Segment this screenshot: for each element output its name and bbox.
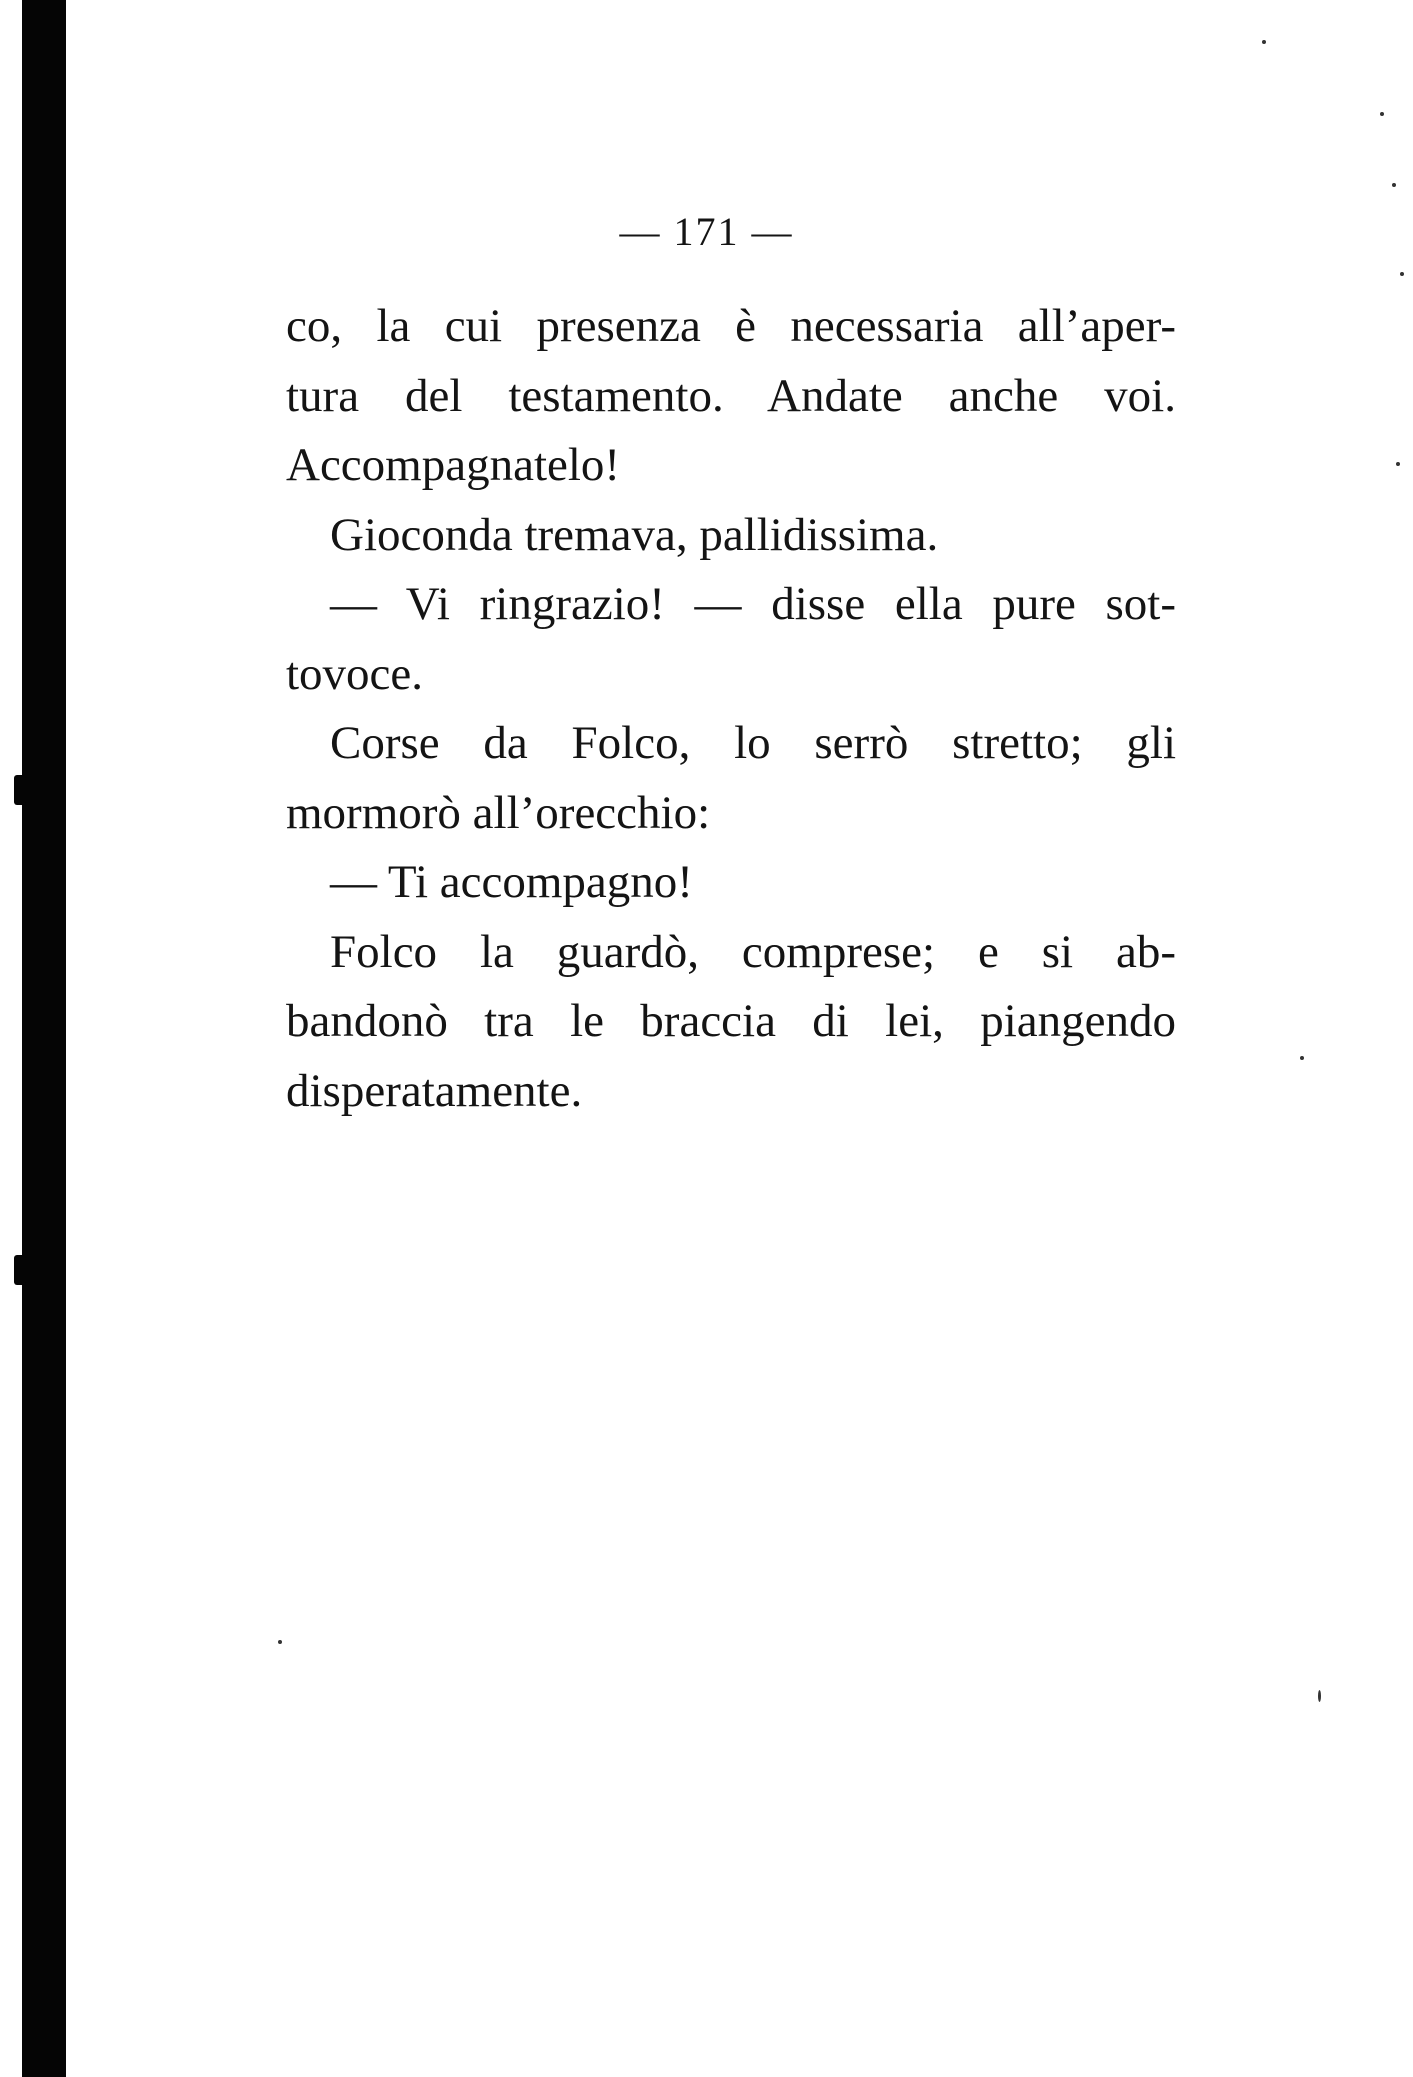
text-line: Gioconda tremava, pallidissima. (330, 508, 939, 561)
text-line: tovoce. (286, 647, 424, 700)
text-line: bandonò tra le braccia di lei, piangendo (286, 995, 1176, 1047)
scan-binding-notch (14, 775, 26, 805)
text-line: Corse da Folco, lo serrò stretto; gli (330, 717, 1176, 769)
text-line: Folco la guardò, comprese; e si ab- (330, 925, 1176, 978)
text-line: tura del testamento. Andate anche voi. (286, 369, 1176, 422)
scan-speck (1262, 40, 1266, 44)
scan-speck (278, 1640, 282, 1644)
body-text (286, 292, 1176, 1126)
text-line: — Ti accompagno! (330, 856, 693, 908)
scan-speck (1400, 272, 1404, 276)
scan-speck (1392, 183, 1396, 187)
text-line: Accompagnatelo! (286, 439, 621, 491)
scan-speck (1318, 1690, 1321, 1702)
text-line: mormorò all’orecchio: (286, 786, 711, 839)
scan-speck (1300, 1056, 1304, 1060)
text-line: co, la cui presenza è necessaria all’aper- (286, 300, 1176, 352)
scan-speck (1380, 112, 1384, 116)
text-line: — Vi ringrazio! — disse ella pure sot- (330, 578, 1176, 630)
scan-binding-edge (22, 0, 66, 2077)
text-line: disperatamente. (286, 1064, 583, 1117)
scan-binding-notch (14, 1255, 26, 1285)
scan-speck (1396, 462, 1400, 466)
page-number: — 171 — (619, 209, 794, 254)
